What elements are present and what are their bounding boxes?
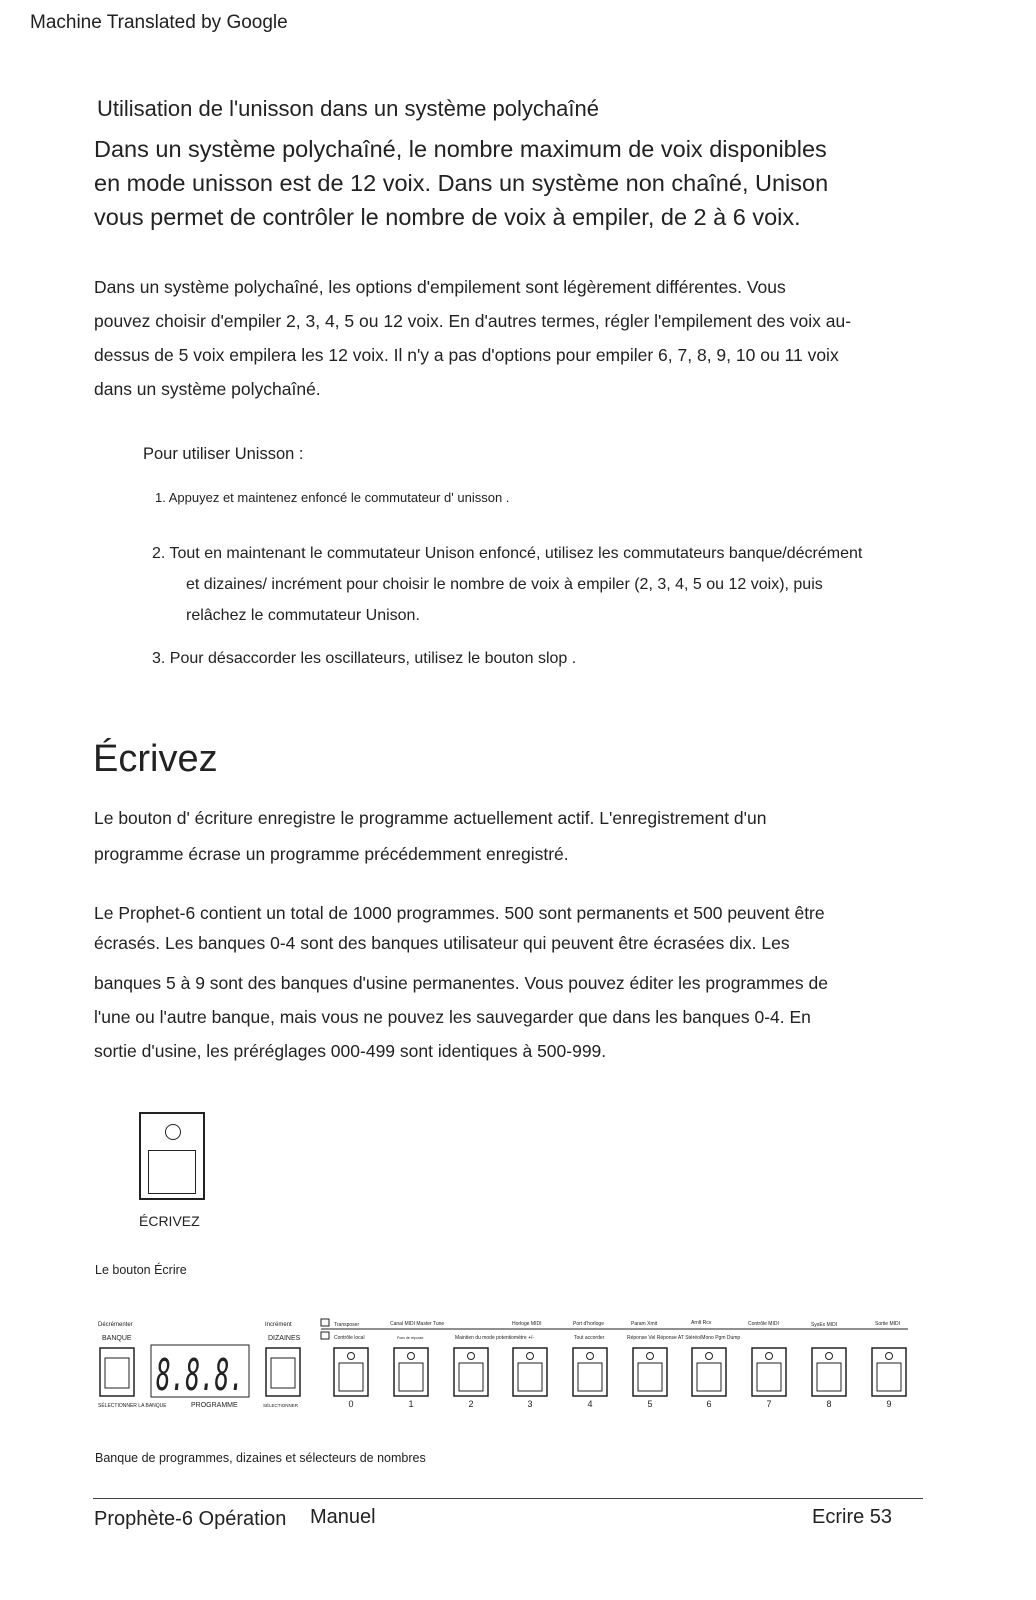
number-button-icon [573,1348,607,1396]
param-label: Réponse Vel Réponse AT Stéréo/Mono Pgm Dump [627,1335,741,1341]
decrement-label: Décrémenter [98,1322,133,1328]
local-control-checkbox-icon [321,1332,329,1339]
write-button-illustration [139,1112,205,1200]
step-line: 2. Tout en maintenant le commutateur Unison enfoncé, utilisez les commutateurs banque/décrément [152,545,863,562]
number-label: 1 [408,1399,414,1409]
number-button-icon [454,1348,488,1396]
bank-label: BANQUE [102,1335,132,1342]
param-label: Sortie MIDI [875,1321,901,1327]
number-label: 7 [766,1399,772,1409]
write-button-label: ÉCRIVEZ [139,1213,200,1229]
number-label: 2 [468,1399,474,1409]
number-button-icon [812,1348,846,1396]
param-label: Horloge MIDI [512,1321,542,1327]
number-label: 4 [587,1399,593,1409]
step-1: 1. Appuyez et maintenez enfoncé le commutateur d' unisson . [155,490,510,505]
number-label: 3 [527,1399,533,1409]
param-label: Canal MIDI Master Tune [390,1321,445,1327]
number-button-icon [752,1348,786,1396]
footer-page: Ecrire 53 [812,1506,893,1528]
footer-rule [93,1498,923,1499]
param-label: Port d'horloge [573,1321,604,1327]
button-cap-icon [148,1150,196,1194]
number-label: 0 [348,1399,354,1409]
figure-caption-write: Le bouton Écrire [95,1263,187,1277]
transpose-label: Transposer [334,1322,360,1328]
section-heading-unison: Utilisation de l'unisson dans un système polychaîné [97,96,599,121]
figure-caption-panel: Banque de programmes, dizaines et sélecteurs de nombres [95,1451,426,1465]
polychain-paragraph [94,270,954,406]
number-button-icon [872,1348,906,1396]
select-bank-label: SÉLECTIONNER LA BANQUE [98,1403,167,1409]
paragraph-line: dessus de 5 voix empilera les 12 voix. Il n'y a pas d'options pour empiler 6, 7, 8, 9, 10 ou 11 voix [94,345,839,365]
select-label: SÉLECTIONNER [263,1403,299,1408]
program-label: PROGRAMME [191,1402,238,1409]
lead-paragraph [94,132,974,234]
programs-paragraph [94,898,954,1068]
paragraph-line: Dans un système polychaîné, les options d'empilement sont légèrement différentes. Vous [94,277,786,297]
number-button-icon [633,1348,667,1396]
footer-title: Prophète-6 Opération [94,1508,287,1530]
step-3: 3. Pour désaccorder les oscillateurs, utilisez le bouton slop . [152,650,577,667]
lead-line: en mode unisson est de 12 voix. Dans un système non chaîné, Unison [94,170,829,196]
number-button-icon [394,1348,428,1396]
increment-label: Incrément [265,1322,292,1328]
section-heading-write: Écrivez [93,738,218,780]
paragraph-line: pouvez choisir d'empiler 2, 3, 4, 5 ou 12 voix. En d'autres termes, régler l'empilement des voix au- [94,311,852,331]
param-label: Maintien du mode potentiomètre +/- [455,1335,535,1341]
number-button-icon [692,1348,726,1396]
param-label: Pous de réponse [397,1336,424,1340]
step-line: relâchez le commutateur Unison. [186,607,420,624]
steps-intro: Pour utiliser Unisson : [143,445,304,463]
step-line: et dizaines/ incrément pour choisir le nombre de voix à empiler (2, 3, 4, 5 ou 12 voix), puis [186,576,823,593]
paragraph-line: sortie d'usine, les préréglages 000-499 sont identiques à 500-999. [94,1041,607,1061]
program-display: 8.8.8. [156,1350,244,1401]
param-label: Contrôle MIDI [748,1321,779,1327]
param-label: Param Xmit [631,1321,658,1327]
paragraph-line: Le Prophet-6 contient un total de 1000 programmes. 500 sont permanents et 500 peuvent être [94,903,825,923]
led-icon [165,1124,181,1140]
tens-label: DIZAINES [268,1335,301,1342]
transpose-checkbox-icon [321,1319,329,1326]
local-control-label: Contrôle local [334,1335,365,1341]
number-button-icon [513,1348,547,1396]
number-label: 9 [886,1399,892,1409]
number-label: 8 [826,1399,832,1409]
step-2 [152,538,862,631]
param-label: Arnlt Rcv [691,1320,712,1326]
lead-line: Dans un système polychaîné, le nombre maximum de voix disponibles [94,136,827,162]
footer-manual: Manuel [310,1506,376,1528]
paragraph-line: programme écrase un programme précédemment enregistré. [94,844,569,864]
write-paragraph [94,800,954,872]
lead-line: vous permet de contrôler le nombre de voix à empiler, de 2 à 6 voix. [94,204,801,230]
number-label: 5 [647,1399,653,1409]
translation-banner: Machine Translated by Google [30,12,288,33]
number-label: 6 [706,1399,712,1409]
selector-panel-diagram [94,1315,914,1415]
paragraph-line: dans un système polychaîné. [94,379,321,399]
paragraph-line: banques 5 à 9 sont des banques d'usine permanentes. Vous pouvez éditer les programmes de [94,973,828,993]
param-label: SysEx MIDI [811,1322,838,1328]
paragraph-line: l'une ou l'autre banque, mais vous ne pouvez les sauvegarder que dans les banques 0-4. En [94,1007,811,1027]
paragraph-line: écrasés. Les banques 0-4 sont des banques utilisateur qui peuvent être écrasées dix. Les [94,933,790,953]
paragraph-line: Le bouton d' écriture enregistre le programme actuellement actif. L'enregistrement d'un [94,808,767,828]
param-label: Tout accorder [574,1335,605,1341]
number-button-icon [334,1348,368,1396]
